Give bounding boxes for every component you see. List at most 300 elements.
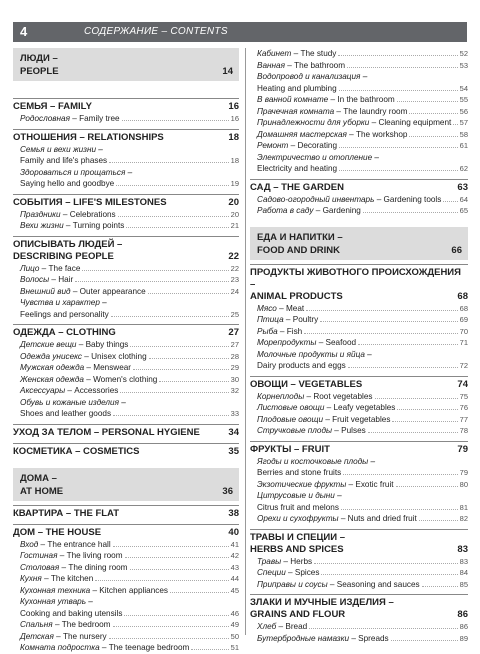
entry-ru: Праздники bbox=[20, 209, 61, 219]
toc-entry bbox=[250, 556, 468, 568]
left-column bbox=[13, 48, 239, 654]
entry-ru: Водопровод и канализация – bbox=[257, 72, 368, 81]
dot-leader bbox=[391, 640, 458, 641]
entry-text bbox=[257, 425, 366, 437]
entry-ru: Экзотические фрукты bbox=[257, 479, 347, 489]
dot-leader bbox=[419, 520, 458, 521]
section-title: ОВОЩИ – VEGETABLES bbox=[250, 378, 363, 390]
entry-en: Women's clothing bbox=[93, 374, 158, 384]
entry-text bbox=[20, 573, 93, 585]
toc-entry bbox=[13, 263, 239, 275]
chapter-title-row bbox=[257, 244, 462, 257]
section-heading bbox=[250, 594, 468, 621]
entry-sep: – bbox=[338, 514, 348, 523]
page-ref: 55 bbox=[459, 95, 468, 104]
entry-en: The laundry room bbox=[343, 106, 408, 116]
entry-sep: – bbox=[281, 556, 291, 566]
page-ref: 56 bbox=[459, 106, 468, 116]
dot-leader bbox=[75, 281, 228, 282]
entry-sep: – bbox=[349, 633, 359, 643]
entry-text bbox=[257, 48, 336, 60]
entry-en: Family tree bbox=[79, 114, 120, 123]
section-title: ОПИСЫВАТЬ ЛЮДЕЙ – bbox=[13, 238, 123, 250]
page-ref: 71 bbox=[459, 338, 468, 347]
toc-entry bbox=[250, 83, 468, 95]
page-ref: 19 bbox=[230, 179, 239, 188]
entry-sep: – bbox=[52, 620, 62, 629]
toc-entry bbox=[13, 550, 239, 562]
dot-leader bbox=[120, 392, 228, 393]
toc-entry bbox=[250, 360, 468, 372]
toc-entry bbox=[250, 337, 468, 349]
page-ref: 81 bbox=[459, 502, 468, 512]
dot-leader bbox=[191, 649, 228, 650]
dot-leader bbox=[113, 626, 229, 627]
page-ref: 20 bbox=[230, 209, 239, 219]
entry-ru: Домашняя мастерская bbox=[257, 129, 347, 139]
toc-entry bbox=[250, 567, 468, 579]
entry-ru: Кабинет bbox=[257, 49, 292, 58]
entry-sep: – bbox=[70, 286, 80, 296]
entry-sep: – bbox=[304, 391, 314, 401]
entry-ru: Птица bbox=[257, 315, 284, 324]
chapter-heading bbox=[13, 468, 239, 501]
entry-text bbox=[20, 585, 168, 597]
entry-ru: Семья и вехи жизни – bbox=[20, 144, 103, 154]
section-title: GRAINS AND FLOUR bbox=[250, 609, 346, 620]
chapter-title-line: ДОМА – bbox=[20, 472, 57, 484]
entry-en: Accessories bbox=[74, 386, 119, 395]
entry-sep: – bbox=[41, 574, 51, 583]
entry-ru: Столовая bbox=[20, 562, 60, 572]
entry-text bbox=[257, 140, 337, 152]
entry-ru: Кухонная техника bbox=[20, 585, 91, 595]
page-ref: 34 bbox=[228, 426, 239, 438]
toc-entry bbox=[13, 209, 239, 221]
page-ref: 49 bbox=[230, 620, 239, 629]
dot-leader bbox=[358, 344, 458, 345]
page-ref: 64 bbox=[459, 194, 468, 204]
entry-en: The entrance hall bbox=[47, 539, 111, 549]
page-ref: 83 bbox=[457, 543, 468, 555]
entry-en: Seafood bbox=[325, 338, 357, 347]
entry-sep: – bbox=[276, 303, 286, 313]
toc-entry bbox=[13, 362, 239, 374]
entry-en: The workshop bbox=[356, 129, 408, 139]
entry-en: Heating and plumbing bbox=[257, 83, 337, 93]
dot-leader bbox=[113, 546, 229, 547]
toc-entry bbox=[13, 374, 239, 386]
toc-entry bbox=[250, 479, 468, 491]
section-row bbox=[13, 251, 239, 263]
section-row bbox=[250, 544, 468, 556]
page-ref: 27 bbox=[228, 327, 239, 338]
entry-sep: – bbox=[82, 351, 92, 361]
entry-sep: – bbox=[332, 426, 342, 435]
toc-entry bbox=[250, 129, 468, 141]
dot-leader bbox=[392, 421, 457, 422]
entry-text bbox=[257, 129, 407, 141]
entry-sep: – bbox=[69, 114, 80, 123]
toc-entry bbox=[250, 194, 468, 206]
page-ref: 77 bbox=[459, 414, 468, 424]
entry-text bbox=[20, 220, 124, 232]
entry-en: Root vegetables bbox=[313, 391, 373, 401]
page-ref: 32 bbox=[230, 386, 239, 395]
section-heading bbox=[13, 424, 239, 439]
section-title: ОДЕЖДА – CLOTHING bbox=[13, 327, 116, 338]
page-ref: 70 bbox=[459, 326, 468, 336]
dot-leader bbox=[306, 310, 458, 311]
entry-en: The face bbox=[48, 263, 81, 273]
entry-text bbox=[257, 205, 361, 217]
section-row bbox=[13, 446, 239, 458]
page-ref: 41 bbox=[230, 539, 239, 549]
toc-entry bbox=[250, 467, 468, 479]
dot-leader bbox=[95, 580, 228, 581]
entry-sep: – bbox=[334, 106, 344, 116]
dot-leader bbox=[124, 615, 228, 616]
entry-ru: Садово-огородный инвентарь bbox=[257, 194, 375, 204]
toc-entry bbox=[13, 385, 239, 397]
entry-ru: Хлеб bbox=[257, 622, 277, 631]
toc-entry bbox=[250, 502, 468, 514]
section-title: КОСМЕТИКА – COSMETICS bbox=[13, 445, 140, 457]
dot-leader bbox=[348, 367, 458, 368]
entry-ru: Родословная bbox=[20, 114, 70, 123]
entry-ru: Женская одежда bbox=[20, 374, 84, 384]
entry-ru: Травы bbox=[257, 556, 282, 566]
section-title: ДОМ – THE HOUSE bbox=[13, 526, 102, 538]
toc-entry bbox=[13, 309, 239, 321]
page-ref: 45 bbox=[230, 585, 239, 595]
page-ref: 89 bbox=[459, 633, 468, 643]
entry-en: Nuts and dried fruit bbox=[347, 514, 417, 523]
page-ref: 57 bbox=[459, 118, 468, 127]
entry-sep: – bbox=[346, 479, 356, 489]
toc-entry bbox=[13, 642, 239, 654]
entry-ru: Детские вещи bbox=[20, 340, 77, 349]
entry-text bbox=[20, 362, 131, 374]
dot-leader bbox=[321, 574, 457, 575]
page-ref: 42 bbox=[230, 551, 239, 560]
entry-text bbox=[257, 314, 318, 326]
dot-leader bbox=[113, 415, 229, 416]
entry-sep: – bbox=[277, 326, 287, 336]
entry-sep: – bbox=[285, 568, 295, 577]
entry-en: Electricity and heating bbox=[257, 164, 338, 173]
entry-ru: Здороваться и прощаться – bbox=[20, 167, 133, 177]
page-ref: 63 bbox=[457, 181, 468, 193]
right-column bbox=[250, 48, 468, 644]
page-ref: 33 bbox=[230, 409, 239, 418]
entry-en: The study bbox=[300, 49, 337, 58]
entry-ru: Комната подростка bbox=[20, 643, 100, 652]
toc-entry bbox=[250, 303, 468, 315]
column-divider bbox=[245, 48, 246, 635]
dot-leader bbox=[339, 170, 458, 171]
section-heading bbox=[13, 505, 239, 520]
entry-ru: Кухонная утварь – bbox=[20, 597, 93, 606]
entry-text bbox=[257, 479, 394, 491]
entry-en: Gardening tools bbox=[383, 194, 442, 204]
section-heading bbox=[13, 194, 239, 209]
entry-en: Cooking and baking utensils bbox=[20, 608, 123, 618]
page-ref: 43 bbox=[230, 562, 239, 572]
entry-en: Celebrations bbox=[69, 209, 116, 219]
toc-entry bbox=[13, 631, 239, 643]
section-row bbox=[13, 327, 239, 339]
toc-entry bbox=[13, 220, 239, 232]
page-ref: 36 bbox=[222, 485, 233, 497]
entry-text bbox=[20, 374, 157, 386]
dot-leader bbox=[130, 569, 229, 570]
entry-text bbox=[20, 113, 120, 125]
toc-entry bbox=[13, 351, 239, 363]
entry-en: The living room bbox=[66, 551, 123, 560]
entry-ru: Лицо bbox=[20, 263, 40, 273]
entry-en: Bread bbox=[285, 622, 308, 631]
chapter-heading bbox=[13, 48, 239, 81]
entry-sep: – bbox=[276, 622, 286, 631]
dot-leader bbox=[170, 592, 229, 593]
entry-text bbox=[20, 550, 123, 562]
page-ref: 69 bbox=[459, 315, 468, 324]
entry-sep: – bbox=[65, 386, 75, 395]
toc-entry bbox=[250, 621, 468, 633]
page-ref: 40 bbox=[228, 526, 239, 538]
section-title: САД – THE GARDEN bbox=[250, 181, 344, 193]
page-ref: 23 bbox=[230, 275, 239, 284]
toc-entry bbox=[250, 314, 468, 326]
entry-sep: – bbox=[288, 141, 298, 150]
entry-ru: Орехи и сухофрукты bbox=[257, 514, 339, 523]
entry-ru: Бутербродные намазки bbox=[257, 633, 350, 643]
entry-text bbox=[257, 402, 395, 414]
entry-ru: Чувства и характер – bbox=[20, 298, 107, 307]
entry-text bbox=[257, 326, 302, 338]
toc-entry bbox=[250, 326, 468, 338]
entry-ru: В ванной комнате bbox=[257, 95, 329, 104]
entry-en: Berries and stone fruits bbox=[257, 468, 342, 477]
entry-sep: – bbox=[38, 539, 48, 549]
dot-leader bbox=[341, 509, 458, 510]
dot-leader bbox=[148, 293, 229, 294]
page-ref: 44 bbox=[230, 574, 239, 583]
dot-leader bbox=[339, 147, 458, 148]
page-ref: 66 bbox=[451, 244, 462, 256]
entry-text bbox=[257, 513, 417, 525]
page-ref: 78 bbox=[459, 426, 468, 435]
section-title: ПРОДУКТЫ ЖИВОТНОГО ПРОИСХОЖДЕНИЯ – bbox=[250, 266, 461, 290]
entry-text bbox=[257, 621, 307, 633]
entry-en: Menswear bbox=[93, 363, 132, 372]
entry-en: Spreads bbox=[358, 633, 389, 643]
entry-ru: Вход bbox=[20, 539, 39, 549]
page-ref: 27 bbox=[230, 340, 239, 349]
entry-en: Spices bbox=[294, 568, 320, 577]
dot-leader bbox=[343, 474, 457, 475]
entry-en: Saying hello and goodbye bbox=[20, 179, 115, 188]
section-row bbox=[13, 527, 239, 539]
entry-text bbox=[20, 562, 128, 574]
section-title: ANIMAL PRODUCTS bbox=[250, 290, 343, 302]
entry-sep: – bbox=[99, 643, 109, 652]
dot-leader bbox=[397, 101, 458, 102]
entry-en: The dining room bbox=[68, 562, 128, 572]
entry-text bbox=[257, 303, 304, 315]
dot-leader bbox=[126, 227, 228, 228]
entry-en: Unisex clothing bbox=[91, 351, 147, 361]
section-row bbox=[250, 291, 468, 303]
entry-sep: – bbox=[374, 194, 384, 204]
entry-text bbox=[20, 209, 116, 221]
chapter-title-line: ЕДА И НАПИТКИ – bbox=[257, 231, 343, 243]
dot-leader bbox=[125, 557, 229, 558]
toc-entry bbox=[250, 391, 468, 403]
spacer bbox=[250, 217, 468, 227]
page-ref: 21 bbox=[230, 221, 239, 230]
dot-leader bbox=[338, 55, 457, 56]
dot-leader bbox=[130, 346, 228, 347]
entry-text bbox=[257, 106, 407, 118]
entry-en: Fruit vegetables bbox=[332, 414, 391, 424]
section-row bbox=[250, 444, 468, 456]
entry-sep: – bbox=[324, 403, 334, 412]
page-ref: 28 bbox=[230, 351, 239, 361]
dot-leader bbox=[314, 563, 458, 564]
toc-entry bbox=[250, 106, 468, 118]
page-ref: 58 bbox=[459, 129, 468, 139]
entry-text bbox=[257, 579, 420, 591]
toc-entry bbox=[250, 48, 468, 60]
page-ref: 61 bbox=[459, 141, 468, 150]
entry-text bbox=[20, 539, 111, 551]
section-title: ТРАВЫ И СПЕЦИИ – bbox=[250, 531, 345, 543]
section-heading bbox=[250, 179, 468, 194]
dot-leader bbox=[363, 212, 458, 213]
section-title: DESCRIBING PEOPLE bbox=[13, 250, 114, 262]
entry-en: Outer appearance bbox=[79, 286, 146, 296]
section-row bbox=[13, 427, 239, 439]
entry-ru: Электричество и отопление – bbox=[257, 152, 379, 162]
section-row bbox=[13, 508, 239, 520]
entry-text bbox=[257, 556, 312, 568]
page-ref: 25 bbox=[230, 309, 239, 319]
page-ref: 86 bbox=[457, 609, 468, 620]
page-ref: 18 bbox=[230, 156, 239, 165]
toc-entry bbox=[250, 579, 468, 591]
entry-en: Poultry bbox=[292, 315, 319, 324]
entry-text bbox=[20, 339, 128, 351]
dot-leader bbox=[149, 358, 229, 359]
section-title: ЗЛАКИ И МУЧНЫЕ ИЗДЕЛИЯ – bbox=[250, 597, 394, 608]
section-heading bbox=[13, 324, 239, 339]
dot-leader bbox=[397, 409, 457, 410]
dot-leader bbox=[409, 136, 457, 137]
dot-leader bbox=[109, 638, 229, 639]
dot-leader bbox=[339, 90, 458, 91]
dot-leader bbox=[375, 398, 458, 399]
dot-leader bbox=[453, 124, 457, 125]
entry-en: Cleaning equipment bbox=[378, 118, 452, 127]
header-bar bbox=[13, 22, 467, 42]
section-row bbox=[13, 101, 239, 113]
entry-en: Fish bbox=[286, 326, 303, 336]
chapter-title-line: PEOPLE bbox=[20, 66, 59, 77]
page-ref: 79 bbox=[459, 468, 468, 477]
entry-en: The bedroom bbox=[61, 620, 111, 629]
entry-en: The kitchen bbox=[50, 574, 94, 583]
entry-ru: Обувь и кожаные изделия – bbox=[20, 397, 126, 407]
entry-text bbox=[257, 391, 373, 403]
dot-leader bbox=[111, 316, 229, 317]
entry-sep: – bbox=[83, 374, 94, 384]
section-heading bbox=[250, 264, 468, 303]
entry-sep: – bbox=[283, 315, 293, 324]
page-ref: 68 bbox=[459, 303, 468, 313]
section-title: ФРУКТЫ – FRUIT bbox=[250, 443, 330, 455]
dot-leader bbox=[159, 381, 228, 382]
section-row bbox=[250, 182, 468, 194]
entry-ru: Корнеплоды bbox=[257, 391, 305, 401]
section-row bbox=[13, 132, 239, 144]
entry-en: The nursery bbox=[62, 631, 107, 641]
entry-en: Dairy products and eggs bbox=[257, 361, 346, 370]
entry-en: Seasoning and sauces bbox=[336, 579, 420, 589]
page-ref: 53 bbox=[459, 60, 468, 70]
entry-en: Decorating bbox=[297, 141, 338, 150]
page-ref: 51 bbox=[230, 643, 239, 652]
toc-entry bbox=[13, 339, 239, 351]
entry-sep: – bbox=[284, 60, 295, 70]
dot-leader bbox=[82, 270, 228, 271]
entry-ru: Внешний вид bbox=[20, 286, 71, 296]
entry-text bbox=[20, 263, 80, 275]
entry-ru: Волосы bbox=[20, 275, 50, 284]
entry-ru: Цитрусовые и дыни – bbox=[257, 491, 342, 500]
toc-entry bbox=[250, 633, 468, 645]
dot-leader bbox=[320, 321, 457, 322]
dot-leader bbox=[133, 369, 229, 370]
page-ref: 86 bbox=[459, 622, 468, 631]
section-title: СОБЫТИЯ – LIFE'S MILESTONES bbox=[13, 196, 167, 208]
toc-entry bbox=[250, 94, 468, 106]
spacer bbox=[13, 458, 239, 468]
section-heading bbox=[13, 129, 239, 144]
dot-leader bbox=[118, 216, 229, 217]
entry-en: Family and life's phases bbox=[20, 156, 108, 165]
toc-entry bbox=[13, 408, 239, 420]
entry-sep: – bbox=[49, 275, 59, 284]
entry-en: Hair bbox=[58, 275, 74, 284]
entry-en: Baby things bbox=[85, 340, 129, 349]
page-ref: 18 bbox=[228, 131, 239, 143]
chapter-heading bbox=[250, 227, 468, 260]
entry-ru: Мужская одежда bbox=[20, 363, 85, 372]
entry-en: Gardening bbox=[322, 206, 361, 215]
page-title: СОДЕРЖАНИЕ – CONTENTS bbox=[84, 26, 228, 37]
chapter-title-line: FOOD AND DRINK bbox=[257, 244, 341, 256]
entry-en: The bathroom bbox=[294, 60, 346, 70]
toc-entry bbox=[250, 402, 468, 414]
entry-sep: – bbox=[346, 129, 356, 139]
toc-entry bbox=[250, 60, 468, 72]
dot-leader bbox=[309, 628, 457, 629]
page-ref: 82 bbox=[459, 514, 468, 523]
page-ref: 16 bbox=[228, 101, 239, 112]
toc-entry bbox=[13, 286, 239, 298]
